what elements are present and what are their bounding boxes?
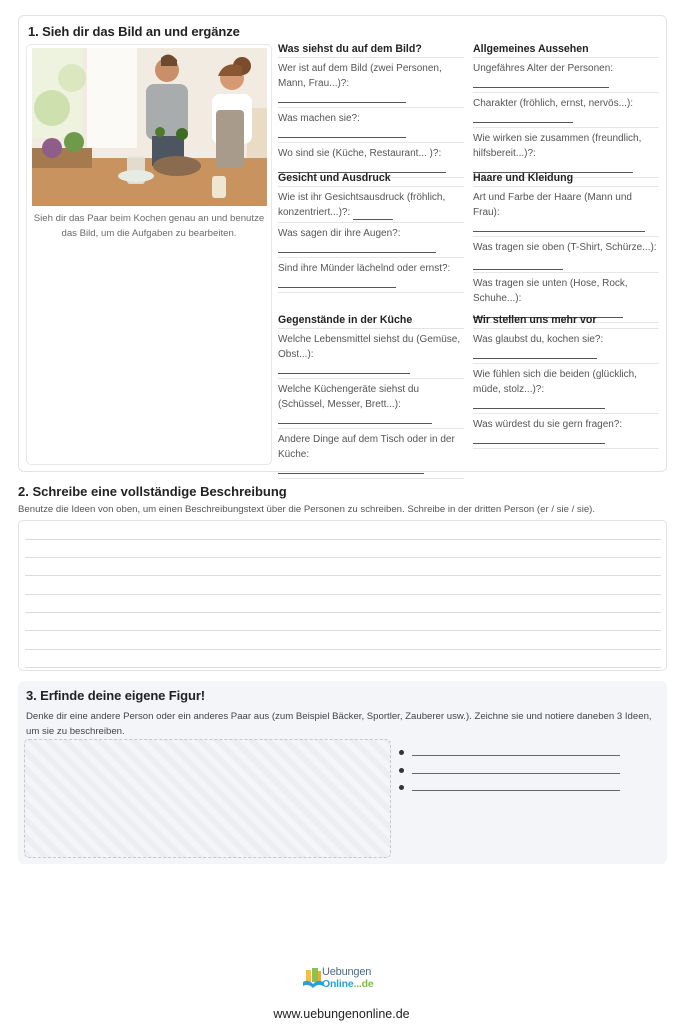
image-card	[26, 44, 272, 465]
section-create-character	[18, 681, 667, 864]
section-2-instruction: Benutze die Ideen von oben, um einen Beschreibungstext über die Personen zu schreiben. Schreibe in der dritten Person (er / sie / sie).	[18, 504, 596, 515]
question-item: Welche Küchengeräte siehst du (Schüssel, Messer, Brett...):	[278, 382, 464, 429]
question-item: Sind ihre Münder lächelnd oder ernst?:	[278, 261, 464, 293]
writing-line	[25, 575, 661, 576]
bullet-icon	[399, 768, 404, 773]
answer-line[interactable]	[278, 276, 396, 288]
question-item: Charakter (fröhlich, ernst, nervös...):	[473, 96, 659, 128]
section-2-title: 2. Schreibe eine vollständige Beschreibung	[18, 484, 287, 499]
bullet-icon	[399, 750, 404, 755]
answer-line[interactable]	[412, 773, 620, 774]
question-item: Wer ist auf dem Bild (zwei Personen, Mann, Frau...)?:	[278, 61, 464, 108]
question-item: Welche Lebensmittel siehst du (Gemüse, Obst...):	[278, 332, 464, 379]
writing-line	[25, 649, 661, 650]
answer-line[interactable]	[412, 790, 620, 791]
question-item: Wie ist ihr Gesichtsausdruck (fröhlich, konzentriert...)?:	[278, 190, 464, 223]
answer-line[interactable]	[473, 397, 605, 409]
group-kitchen-objects	[278, 314, 464, 482]
idea-list	[399, 744, 620, 797]
cooking-couple-photo	[32, 48, 267, 206]
answer-line[interactable]	[473, 432, 605, 444]
writing-line	[25, 630, 661, 631]
group-face-expression	[278, 172, 464, 296]
site-logo	[303, 965, 383, 993]
question-item: Ungefähres Alter der Personen:	[473, 61, 659, 93]
group-general-appearance	[473, 43, 659, 181]
question-item: Wie wirken sie zusammen (freundlich, hilfsbereit...)?:	[473, 131, 659, 178]
idea-item[interactable]	[399, 762, 620, 780]
group-title: Gegenstände in der Küche	[278, 314, 464, 329]
bullet-icon	[399, 785, 404, 790]
answer-line[interactable]	[473, 258, 563, 270]
group-title: Gesicht und Ausdruck	[278, 172, 464, 187]
answer-line[interactable]	[278, 126, 406, 138]
footer-url[interactable]: www.uebungenonline.de	[273, 1007, 410, 1021]
group-hair-clothing	[473, 172, 659, 326]
answer-line[interactable]	[473, 347, 597, 359]
group-title: Wir stellen uns mehr vor	[473, 314, 659, 329]
question-item: Andere Dinge auf dem Tisch oder in der Küche:	[278, 432, 464, 479]
question-item: Wo sind sie (Küche, Restaurant... )?:	[278, 146, 464, 178]
answer-line[interactable]	[473, 111, 573, 123]
writing-line	[25, 539, 661, 540]
answer-line[interactable]	[473, 220, 645, 232]
writing-line	[25, 667, 661, 668]
section-observe-picture	[18, 15, 667, 472]
answer-line[interactable]	[278, 362, 410, 374]
group-title: Haare und Kleidung	[473, 172, 659, 187]
group-title: Allgemeines Aussehen	[473, 43, 659, 58]
answer-line[interactable]	[412, 755, 620, 756]
answer-line[interactable]	[353, 208, 393, 220]
drawing-area[interactable]	[24, 739, 391, 858]
question-item: Was tragen sie oben (T-Shirt, Schürze...):	[473, 240, 659, 273]
answer-line[interactable]	[278, 91, 406, 103]
question-item: Was würdest du sie gern fragen?:	[473, 417, 659, 449]
writing-line	[25, 612, 661, 613]
writing-area[interactable]	[18, 520, 667, 671]
writing-line	[25, 594, 661, 595]
answer-line[interactable]	[473, 76, 609, 88]
group-imagine-more	[473, 314, 659, 452]
question-item: Was machen sie?:	[278, 111, 464, 143]
group-title: Was siehst du auf dem Bild?	[278, 43, 464, 58]
question-item: Was tragen sie unten (Hose, Rock, Schuhe...):	[473, 276, 659, 323]
answer-line[interactable]	[278, 241, 436, 253]
group-what-you-see	[278, 43, 464, 181]
section-3-instruction: Denke dir eine andere Person oder ein anderes Paar aus (zum Beispiel Bäcker, Sportler, Zauberer usw.). Zeichne sie und notiere daneben 3 Ideen, um sie zu beschreiben.	[26, 711, 652, 737]
logo-text-top: Uebungen	[322, 966, 372, 978]
section-3-title: 3. Erfinde deine eigene Figur!	[26, 688, 206, 703]
writing-line	[25, 557, 661, 558]
section-1-title: 1. Sieh dir das Bild an und ergänze	[28, 24, 240, 39]
book-icon	[303, 968, 323, 990]
photo-illustration	[32, 48, 267, 206]
question-item: Art und Farbe der Haare (Mann und Frau):	[473, 190, 659, 237]
idea-item[interactable]	[399, 744, 620, 762]
question-item: Was sagen dir ihre Augen?:	[278, 226, 464, 258]
answer-line[interactable]	[278, 412, 432, 424]
answer-line[interactable]	[278, 462, 424, 474]
question-item: Wie fühlen sich die beiden (glücklich, müde, stolz...)?:	[473, 367, 659, 414]
question-item: Was glaubst du, kochen sie?:	[473, 332, 659, 364]
logo-text-bottom: Online...de	[322, 978, 374, 990]
image-caption: Sieh dir das Paar beim Kochen genau an und benutze das Bild, um die Aufgaben zu bearbeiten.	[33, 213, 265, 239]
idea-item[interactable]	[399, 779, 620, 797]
